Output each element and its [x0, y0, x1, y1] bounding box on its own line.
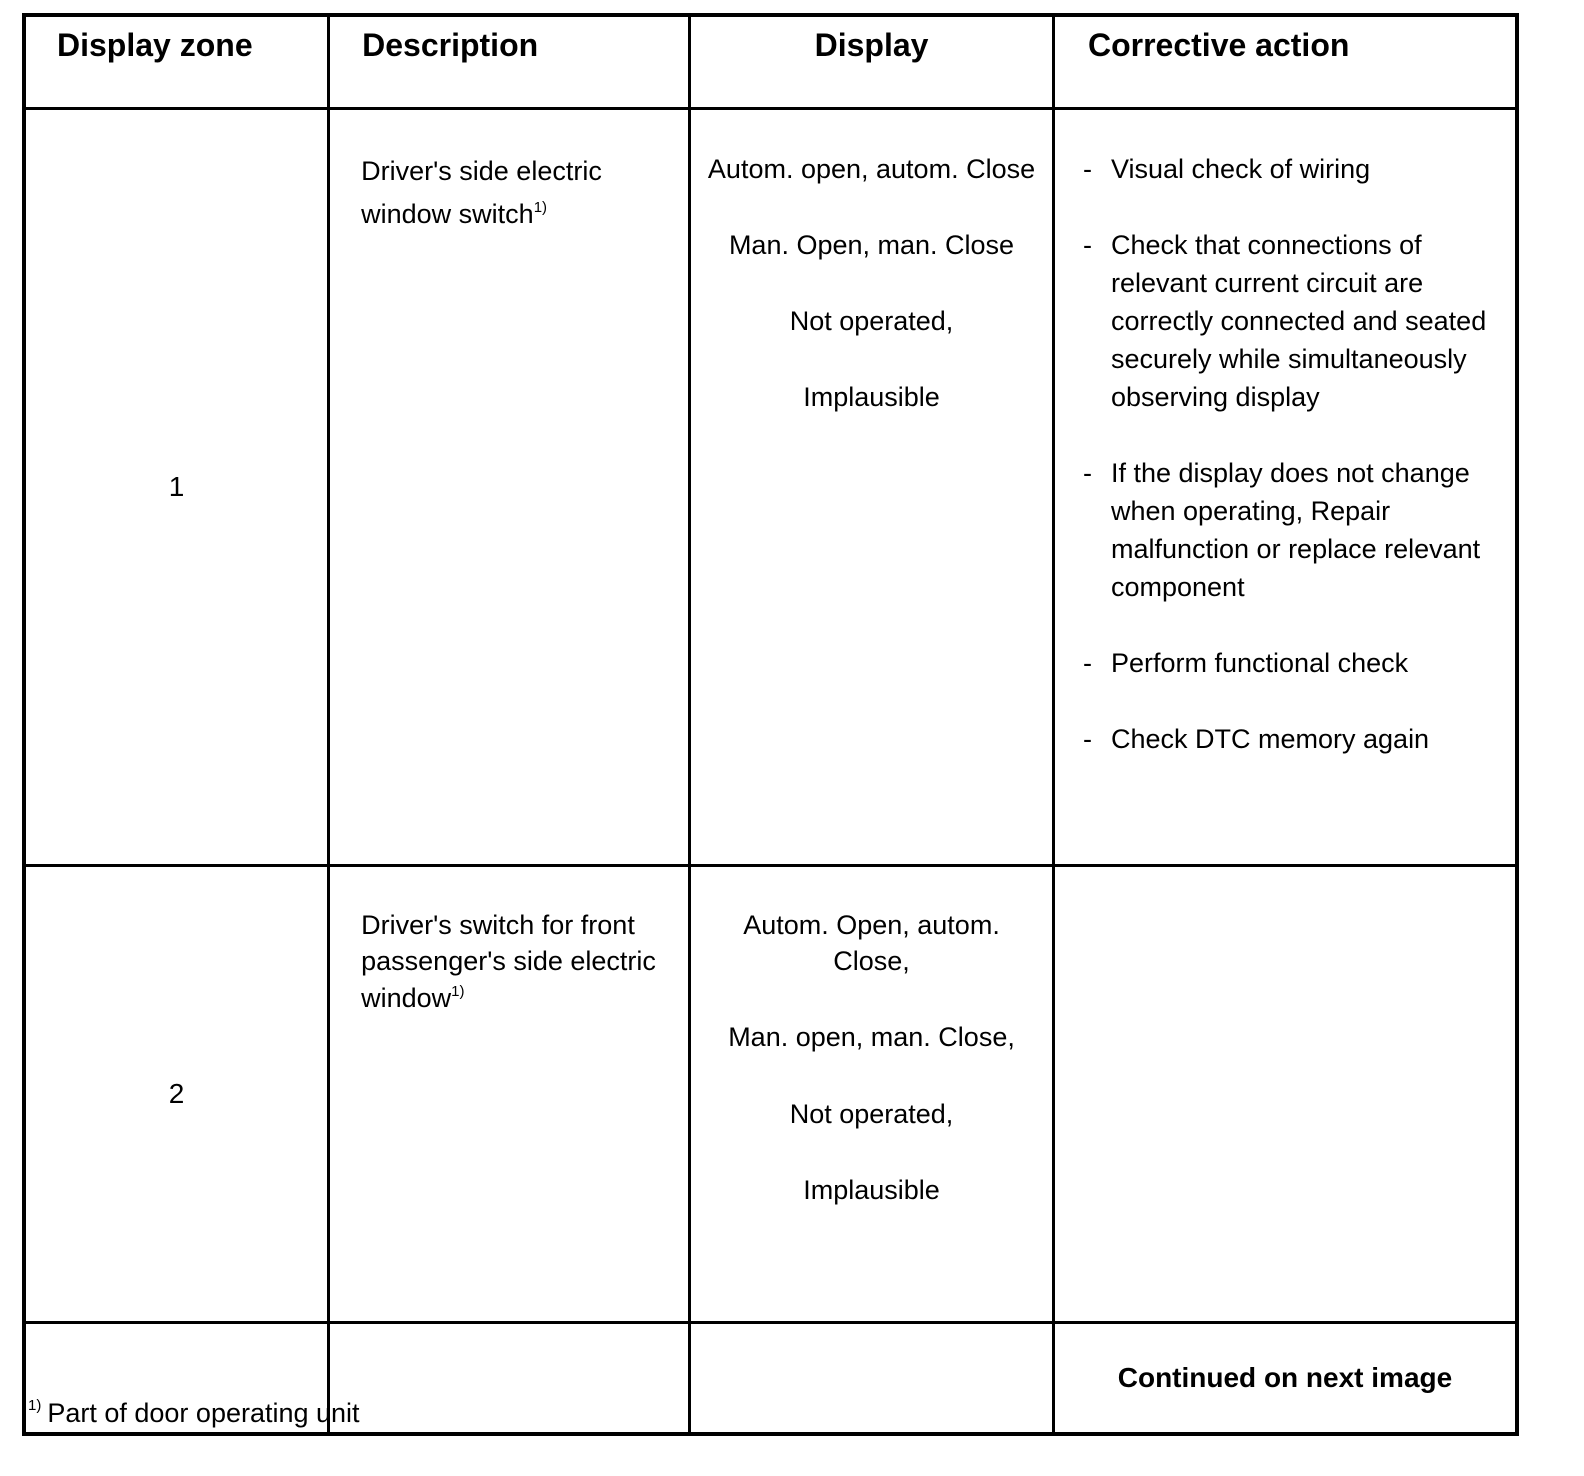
- display-cell: [690, 866, 1054, 1323]
- description-text: Driver's side electric window switch: [361, 156, 602, 230]
- footnote-text: Part of door operating unit: [47, 1398, 360, 1428]
- diagnostic-table: [22, 13, 1519, 1436]
- action-item: - Check that connections of relevant current circuit are correctly connected and seated securely while simultaneously observing display: [1083, 226, 1505, 416]
- bullet-dash: -: [1082, 230, 1092, 260]
- display-item: Man. Open, man. Close: [728, 230, 1015, 260]
- footnote-ref: 1): [451, 982, 465, 1000]
- description-cell: [329, 109, 690, 866]
- corrective-action-cell: [1053, 866, 1517, 1323]
- table-row: [24, 109, 1517, 866]
- action-item: - Perform functional check: [1083, 644, 1505, 682]
- header-description: Description: [329, 15, 690, 109]
- header-row: [24, 15, 1517, 109]
- bullet-dash: -: [1082, 458, 1092, 488]
- display-item: Autom. Open, autom. Close,: [743, 910, 1000, 976]
- zone-cell: 1: [24, 109, 329, 866]
- display-item: Implausible: [803, 1175, 940, 1205]
- display-item: Man. open, man. Close,: [728, 1022, 1015, 1052]
- header-display-zone: Display zone: [24, 15, 329, 109]
- display-item: Autom. open, autom. Close: [707, 154, 1036, 184]
- table-row: [24, 866, 1517, 1323]
- description-text: Driver's switch for front passenger's side electric window: [361, 910, 656, 1013]
- action-item: - Check DTC memory again: [1083, 720, 1505, 758]
- bullet-dash: -: [1082, 154, 1092, 184]
- action-item: - If the display does not change when operating, Repair malfunction or replace relevant component: [1083, 454, 1505, 606]
- continued-label: Continued on next image: [1053, 1323, 1517, 1435]
- display-item: Not operated,: [789, 1099, 954, 1129]
- bullet-dash: -: [1082, 724, 1092, 754]
- bullet-dash: -: [1082, 648, 1092, 678]
- action-item: - Visual check of wiring: [1083, 150, 1505, 188]
- footnote-marker: 1): [28, 1397, 42, 1414]
- empty-cell: [690, 1323, 1054, 1435]
- display-item: Not operated,: [789, 306, 954, 336]
- empty-cell: [329, 1323, 690, 1435]
- footnote-ref: 1): [533, 199, 548, 217]
- header-display: Display: [690, 15, 1054, 109]
- description-cell: [329, 866, 690, 1323]
- display-cell: [690, 109, 1054, 866]
- zone-cell: 2: [24, 866, 329, 1323]
- display-item: Implausible: [803, 382, 940, 412]
- header-corrective-action: Corrective action: [1053, 15, 1517, 109]
- corrective-action-cell: [1053, 109, 1517, 866]
- footnote: [28, 1398, 360, 1429]
